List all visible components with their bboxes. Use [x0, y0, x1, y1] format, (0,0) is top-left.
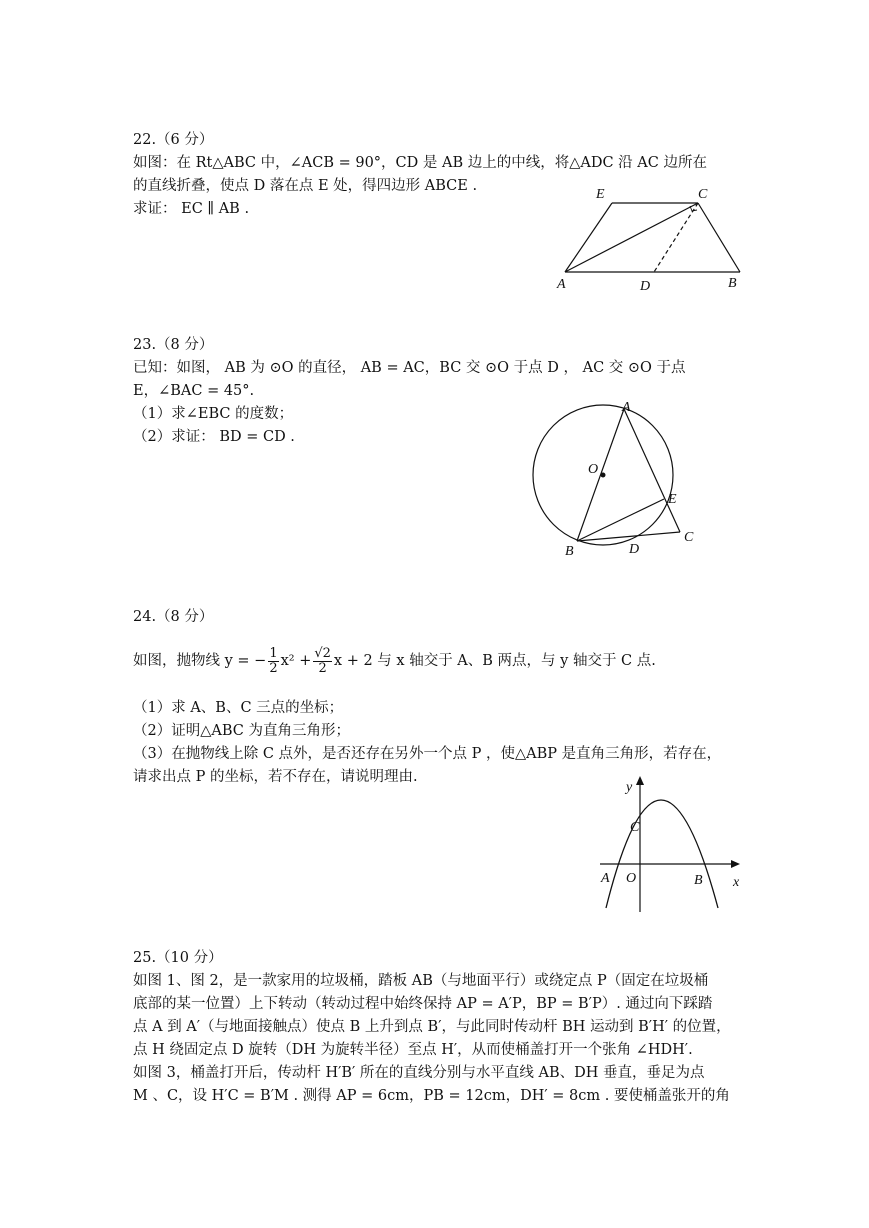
equation-prefix: 如图，抛物线 y = −	[133, 653, 267, 669]
problem-23-figure	[520, 395, 710, 565]
label-B: B	[694, 873, 703, 888]
problem-24-header: 24.（8 分）	[133, 609, 214, 625]
problem-23-text-line-3: （1）求∠EBC 的度数；	[133, 406, 294, 422]
fraction-denominator: 2	[318, 660, 327, 676]
problem-24-text-line-4: 请求出点 P 的坐标，若不存在，请说明理由.	[133, 769, 418, 785]
label-E: E	[668, 492, 677, 507]
label-B: B	[565, 544, 574, 559]
problem-22-figure	[550, 180, 750, 295]
equation-suffix: x + 2 与 x 轴交于 A、B 两点，与 y 轴交于 C 点.	[333, 653, 656, 669]
fraction-root2-half	[313, 647, 332, 676]
label-C: C	[684, 530, 694, 545]
fraction-numerator: √2	[314, 645, 331, 661]
fraction-numerator: 1	[269, 645, 278, 661]
label-A: A	[601, 871, 610, 886]
fraction-one-half	[268, 647, 278, 676]
problem-25-text-line-5: 如图 3，桶盖打开后，传动杆 H′B′ 所在的直线分别与水平直线 AB、DH 垂直，垂足为点	[133, 1065, 705, 1081]
label-B: B	[728, 276, 737, 291]
problem-25-text-line-2: 底部的某一位置）上下转动（转动过程中始终保持 AP = A′P，BP = B′P）. 通过向下踩踏	[133, 996, 713, 1012]
label-O: O	[626, 871, 637, 886]
problem-24-text-line-1: （1）求 A、B、C 三点的坐标；	[133, 700, 344, 716]
problem-25-text-line-3: 点 A 到 A′（与地面接触点）使点 B 上升到点 B′，与此同时传动杆 BH 运动到 B′H′ 的位置，	[133, 1019, 731, 1035]
problem-22-text-line-2: 的直线折叠，使点 D 落在点 E 处，得四边形 ABCE .	[133, 178, 478, 194]
label-D: D	[640, 279, 651, 294]
label-y: y	[626, 780, 633, 795]
label-A: A	[622, 400, 631, 415]
label-C: C	[630, 820, 640, 835]
problem-24-equation-line	[133, 646, 656, 676]
label-E: E	[596, 187, 605, 202]
problem-24-figure	[590, 772, 750, 917]
label-O: O	[588, 462, 599, 477]
problem-23-text-line-1: 已知：如图， AB 为 ⊙O 的直径， AB = AC，BC 交 ⊙O 于点 D ， AC 交 ⊙O 于点	[133, 360, 686, 376]
fraction-denominator: 2	[269, 660, 278, 676]
problem-23-text-line-2: E，∠BAC = 45°.	[133, 383, 255, 399]
problem-22-header: 22.（6 分）	[133, 132, 214, 148]
problem-24-text-line-3: （3）在抛物线上除 C 点外，是否还存在另外一个点 P ，使△ABP 是直角三角形，若存在，	[133, 746, 722, 762]
equation-middle: x² +	[280, 653, 312, 669]
label-A: A	[557, 277, 566, 292]
label-D: D	[629, 542, 640, 557]
problem-23-text-line-4: （2）求证： BD = CD .	[133, 429, 295, 445]
problem-24-text-line-2: （2）证明△ABC 为直角三角形；	[133, 723, 350, 739]
label-x: x	[733, 875, 740, 890]
problem-23-header: 23.（8 分）	[133, 337, 214, 353]
problem-25-text-line-6: M 、C，设 H′C = B′M . 测得 AP = 6cm，PB = 12cm，DH′ = 8cm . 要使桶盖张开的角	[133, 1088, 730, 1104]
problem-22-text-line-3: 求证： EC ∥ AB .	[133, 201, 250, 217]
label-C: C	[698, 187, 708, 202]
problem-25-header: 25.（10 分）	[133, 950, 223, 966]
problem-25-text-line-4: 点 H 绕固定点 D 旋转（DH 为旋转半径）至点 H′，从而使桶盖打开一个张角 ∠HDH′.	[133, 1042, 693, 1058]
problem-22-text-line-1: 如图：在 Rt△ABC 中，∠ACB = 90°，CD 是 AB 边上的中线，将△ADC 沿 AC 边所在	[133, 155, 707, 171]
problem-25-text-line-1: 如图 1、图 2，是一款家用的垃圾桶，踏板 AB（与地面平行）或绕定点 P（固定在垃圾桶	[133, 973, 709, 989]
